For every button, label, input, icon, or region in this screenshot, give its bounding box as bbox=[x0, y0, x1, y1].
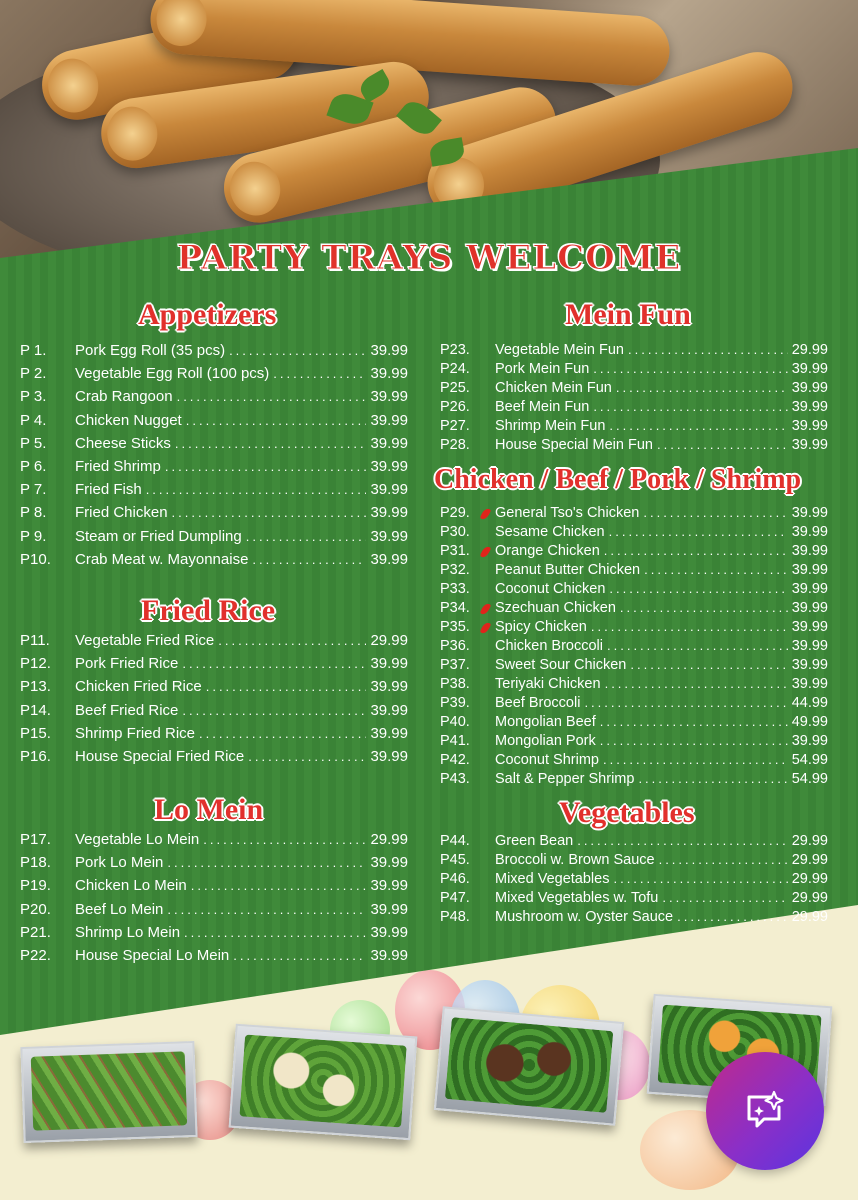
dot-leader bbox=[191, 878, 367, 893]
section-title-appetizers: Appetizers bbox=[138, 298, 277, 331]
menu-item bbox=[440, 890, 828, 909]
menu-item bbox=[440, 562, 828, 581]
menu-item bbox=[20, 504, 408, 527]
item-price: 29.99 bbox=[791, 909, 828, 925]
item-price: 39.99 bbox=[370, 747, 408, 765]
item-price: 39.99 bbox=[370, 854, 408, 872]
menu-item bbox=[440, 418, 828, 437]
item-price: 39.99 bbox=[791, 418, 828, 434]
menu-item bbox=[20, 412, 408, 435]
dot-leader bbox=[609, 418, 787, 433]
item-price: 39.99 bbox=[791, 399, 828, 415]
item-code: P46. bbox=[440, 871, 470, 887]
item-name: Shrimp Mein Fun bbox=[495, 418, 606, 434]
dot-leader bbox=[584, 695, 787, 710]
menu-item bbox=[20, 365, 408, 388]
menu-item bbox=[20, 947, 408, 970]
menu-item bbox=[440, 505, 828, 524]
menu-item bbox=[440, 581, 828, 600]
menu-item bbox=[440, 437, 828, 456]
menu-item bbox=[20, 901, 408, 924]
item-code: P15. bbox=[20, 724, 51, 742]
chat-sparkle-icon bbox=[743, 1089, 787, 1133]
item-price: 39.99 bbox=[370, 678, 408, 696]
item-code: P31. bbox=[440, 543, 470, 559]
item-code: P43. bbox=[440, 771, 470, 787]
item-code: P 6. bbox=[20, 457, 47, 475]
dot-leader bbox=[167, 855, 366, 870]
item-code: P36. bbox=[440, 638, 470, 654]
item-code: P32. bbox=[440, 562, 470, 578]
dot-leader bbox=[229, 343, 366, 358]
dot-leader bbox=[146, 482, 367, 497]
dot-leader bbox=[591, 619, 788, 634]
item-name: Sweet Sour Chicken bbox=[495, 657, 627, 673]
item-name: Green Bean bbox=[495, 833, 574, 849]
menu-item bbox=[440, 909, 828, 928]
item-name: Chicken Lo Mein bbox=[75, 877, 187, 895]
item-name: Vegetable Lo Mein bbox=[75, 831, 200, 848]
item-price: 39.99 bbox=[370, 527, 408, 545]
page-title: PARTY TRAYS WELCOME bbox=[176, 238, 682, 278]
menu-item bbox=[20, 481, 408, 504]
item-code: P 1. bbox=[20, 342, 47, 359]
item-name: Beef Fried Rice bbox=[75, 701, 179, 719]
item-name: Fried Chicken bbox=[75, 504, 168, 522]
item-name: Mixed Vegetables bbox=[495, 871, 610, 887]
item-price: 29.99 bbox=[791, 852, 828, 868]
section-title-lo-mein: Lo Mein bbox=[154, 793, 264, 826]
item-price: 39.99 bbox=[370, 481, 408, 499]
item-price: 39.99 bbox=[370, 877, 408, 895]
menu-item bbox=[440, 638, 828, 657]
item-code: P45. bbox=[440, 852, 470, 868]
item-name: Mongolian Pork bbox=[495, 733, 596, 749]
item-name: Szechuan Chicken bbox=[495, 600, 620, 616]
menu-item bbox=[440, 852, 828, 871]
chat-button[interactable] bbox=[706, 1052, 824, 1170]
item-code: P25. bbox=[440, 380, 470, 396]
item-name: Salt & Pepper Shrimp bbox=[495, 771, 635, 787]
item-code: P41. bbox=[440, 733, 470, 749]
item-price: 39.99 bbox=[791, 361, 828, 377]
item-price: 39.99 bbox=[791, 581, 828, 597]
item-price: 29.99 bbox=[370, 831, 408, 848]
section-title-vegetables: Vegetables bbox=[559, 796, 695, 829]
item-code: P35. bbox=[440, 619, 470, 635]
dot-leader bbox=[186, 413, 367, 428]
item-price: 54.99 bbox=[791, 752, 828, 768]
item-price: 54.99 bbox=[791, 771, 828, 787]
item-price: 39.99 bbox=[370, 900, 408, 918]
dot-leader bbox=[605, 676, 788, 691]
item-price: 44.99 bbox=[791, 695, 828, 711]
item-name: Vegetable Egg Roll (100 pcs) bbox=[75, 365, 270, 383]
item-price: 39.99 bbox=[370, 388, 408, 406]
item-price: 39.99 bbox=[370, 365, 408, 383]
dot-leader bbox=[630, 657, 787, 672]
dot-leader bbox=[620, 600, 788, 615]
item-name: Orange Chicken bbox=[495, 543, 604, 559]
dot-leader bbox=[248, 749, 366, 764]
item-name: Pork Egg Roll (35 pcs) bbox=[75, 342, 226, 359]
item-code: P20. bbox=[20, 900, 51, 918]
menu-item bbox=[440, 619, 828, 638]
item-price: 39.99 bbox=[791, 600, 828, 616]
item-name: Pork Mein Fun bbox=[495, 361, 590, 377]
menu-item bbox=[440, 871, 828, 890]
item-code: P38. bbox=[440, 676, 470, 692]
item-name: Chicken Broccoli bbox=[495, 638, 603, 654]
menu-item bbox=[440, 524, 828, 543]
item-name: Fried Shrimp bbox=[75, 457, 161, 475]
dot-leader bbox=[233, 948, 366, 963]
item-code: P 3. bbox=[20, 388, 47, 406]
item-name: Pork Lo Mein bbox=[75, 854, 164, 872]
item-price: 29.99 bbox=[370, 632, 408, 649]
item-code: P23. bbox=[440, 342, 470, 358]
dot-leader bbox=[577, 833, 788, 848]
dot-leader bbox=[628, 342, 788, 357]
menu-item bbox=[20, 632, 408, 655]
item-price: 39.99 bbox=[370, 457, 408, 475]
item-price: 29.99 bbox=[791, 342, 828, 358]
appetizers-list bbox=[20, 342, 408, 574]
menu-item bbox=[20, 877, 408, 900]
item-name: Broccoli w. Brown Sauce bbox=[495, 852, 655, 868]
item-code: P 4. bbox=[20, 411, 47, 429]
item-code: P48. bbox=[440, 909, 470, 925]
menu-item bbox=[440, 833, 828, 852]
item-price: 39.99 bbox=[370, 434, 408, 452]
item-price: 39.99 bbox=[370, 411, 408, 429]
menu-item bbox=[20, 678, 408, 701]
item-price: 39.99 bbox=[791, 562, 828, 578]
item-price: 29.99 bbox=[791, 871, 828, 887]
section-title-fried-rice: Fried Rice bbox=[141, 594, 276, 627]
dot-leader bbox=[246, 529, 367, 544]
item-price: 39.99 bbox=[370, 342, 408, 359]
menu-item bbox=[440, 695, 828, 714]
item-code: P44. bbox=[440, 833, 470, 849]
item-name: Mushroom w. Oyster Sauce bbox=[495, 909, 674, 925]
item-name: House Special Mein Fun bbox=[495, 437, 653, 453]
dot-leader bbox=[603, 752, 788, 767]
item-name: Beef Lo Mein bbox=[75, 900, 164, 918]
item-name: Shrimp Fried Rice bbox=[75, 724, 196, 742]
dot-leader bbox=[593, 361, 787, 376]
item-code: P 9. bbox=[20, 527, 47, 545]
item-code: P19. bbox=[20, 877, 51, 895]
item-price: 39.99 bbox=[370, 701, 408, 719]
dot-leader bbox=[607, 638, 788, 653]
dot-leader bbox=[643, 505, 787, 520]
dot-leader bbox=[609, 524, 788, 539]
item-code: P 8. bbox=[20, 504, 47, 522]
item-price: 39.99 bbox=[370, 946, 408, 964]
menu-item bbox=[440, 733, 828, 752]
menu-item bbox=[440, 399, 828, 418]
dot-leader bbox=[604, 543, 788, 558]
item-name: Vegetable Fried Rice bbox=[75, 632, 215, 649]
menu-item bbox=[20, 702, 408, 725]
item-name: Teriyaki Chicken bbox=[495, 676, 601, 692]
menu-item bbox=[20, 551, 408, 574]
item-code: P21. bbox=[20, 923, 51, 941]
item-code: P 7. bbox=[20, 481, 47, 499]
menu-item bbox=[20, 388, 408, 411]
dot-leader bbox=[206, 679, 367, 694]
item-code: P42. bbox=[440, 752, 470, 768]
item-code: P12. bbox=[20, 655, 51, 673]
item-price: 39.99 bbox=[791, 676, 828, 692]
menu-item bbox=[20, 435, 408, 458]
item-name: Crab Rangoon bbox=[75, 388, 173, 406]
item-name: General Tso's Chicken bbox=[495, 505, 643, 521]
item-code: P16. bbox=[20, 747, 51, 765]
fried-rice-list bbox=[20, 632, 408, 771]
item-name: Chicken Nugget bbox=[75, 411, 182, 429]
menu-item bbox=[20, 458, 408, 481]
item-code: P24. bbox=[440, 361, 470, 377]
item-name: Chicken Fried Rice bbox=[75, 678, 202, 696]
menu-item bbox=[440, 600, 828, 619]
item-name: Shrimp Lo Mein bbox=[75, 923, 181, 941]
dot-leader bbox=[638, 771, 787, 786]
item-code: P14. bbox=[20, 701, 51, 719]
item-name: Beef Mein Fun bbox=[495, 399, 590, 415]
item-code: P17. bbox=[20, 831, 51, 848]
dot-leader bbox=[593, 399, 787, 414]
item-code: P28. bbox=[440, 437, 470, 453]
item-name: Spicy Chicken bbox=[495, 619, 591, 635]
dot-leader bbox=[600, 733, 788, 748]
item-code: P30. bbox=[440, 524, 470, 540]
item-name: Sesame Chicken bbox=[495, 524, 605, 540]
dot-leader bbox=[600, 714, 788, 729]
item-price: 39.99 bbox=[791, 638, 828, 654]
item-name: House Special Lo Mein bbox=[75, 946, 230, 964]
item-price: 39.99 bbox=[791, 437, 828, 453]
item-price: 39.99 bbox=[791, 543, 828, 559]
item-name: Chicken Mein Fun bbox=[495, 380, 612, 396]
dot-leader bbox=[657, 437, 788, 452]
item-price: 29.99 bbox=[791, 890, 828, 906]
item-code: P47. bbox=[440, 890, 470, 906]
item-name: Coconut Chicken bbox=[495, 581, 606, 597]
item-code: P10. bbox=[20, 550, 51, 568]
item-name: Crab Meat w. Mayonnaise bbox=[75, 550, 249, 568]
vegetables-list bbox=[440, 833, 828, 928]
dot-leader bbox=[203, 832, 366, 847]
item-name: Coconut Shrimp bbox=[495, 752, 599, 768]
menu-item bbox=[20, 655, 408, 678]
item-code: P 5. bbox=[20, 434, 47, 452]
menu-item bbox=[440, 714, 828, 733]
dot-leader bbox=[252, 552, 366, 567]
dot-leader bbox=[175, 436, 367, 451]
item-price: 39.99 bbox=[791, 380, 828, 396]
item-price: 49.99 bbox=[791, 714, 828, 730]
item-code: P26. bbox=[440, 399, 470, 415]
chicken-beef-pork-shrimp-list bbox=[440, 505, 828, 790]
dot-leader bbox=[182, 656, 366, 671]
item-price: 39.99 bbox=[791, 619, 828, 635]
item-price: 29.99 bbox=[791, 833, 828, 849]
menu-item bbox=[20, 854, 408, 877]
item-code: P34. bbox=[440, 600, 470, 616]
item-name: Beef Broccoli bbox=[495, 695, 581, 711]
item-code: P22. bbox=[20, 946, 51, 964]
dot-leader bbox=[172, 505, 367, 520]
menu-item bbox=[440, 380, 828, 399]
menu-item bbox=[440, 342, 828, 361]
item-name: House Special Fried Rice bbox=[75, 747, 245, 765]
menu-item bbox=[440, 657, 828, 676]
item-price: 39.99 bbox=[791, 657, 828, 673]
dot-leader bbox=[199, 726, 366, 741]
item-code: P27. bbox=[440, 418, 470, 434]
menu-item bbox=[440, 676, 828, 695]
dot-leader bbox=[177, 389, 367, 404]
menu-item bbox=[20, 831, 408, 854]
item-name: Pork Fried Rice bbox=[75, 655, 179, 673]
dot-leader bbox=[662, 890, 787, 905]
dot-leader bbox=[609, 581, 787, 596]
item-code: P 2. bbox=[20, 365, 47, 383]
item-price: 39.99 bbox=[791, 733, 828, 749]
menu-item bbox=[20, 528, 408, 551]
item-price: 39.99 bbox=[791, 505, 828, 521]
menu-item bbox=[20, 725, 408, 748]
item-price: 39.99 bbox=[370, 550, 408, 568]
item-code: P37. bbox=[440, 657, 470, 673]
dot-leader bbox=[616, 380, 788, 395]
item-name: Peanut Butter Chicken bbox=[495, 562, 641, 578]
item-code: P33. bbox=[440, 581, 470, 597]
dot-leader bbox=[167, 902, 366, 917]
item-code: P13. bbox=[20, 678, 51, 696]
item-name: Mongolian Beef bbox=[495, 714, 596, 730]
dot-leader bbox=[613, 871, 787, 886]
menu-item bbox=[20, 342, 408, 365]
item-name: Cheese Sticks bbox=[75, 434, 171, 452]
dot-leader bbox=[218, 633, 366, 648]
item-code: P29. bbox=[440, 505, 470, 521]
dot-leader bbox=[273, 366, 366, 381]
item-code: P40. bbox=[440, 714, 470, 730]
item-name: Vegetable Mein Fun bbox=[495, 342, 624, 358]
item-price: 39.99 bbox=[791, 524, 828, 540]
item-price: 39.99 bbox=[370, 724, 408, 742]
dot-leader bbox=[659, 852, 788, 867]
dot-leader bbox=[182, 703, 366, 718]
item-name: Mixed Vegetables w. Tofu bbox=[495, 890, 659, 906]
lo-mein-list bbox=[20, 831, 408, 970]
item-name: Steam or Fried Dumpling bbox=[75, 527, 242, 545]
dot-leader bbox=[165, 459, 367, 474]
dot-leader bbox=[677, 909, 788, 924]
item-code: P18. bbox=[20, 854, 51, 872]
menu-item bbox=[440, 771, 828, 790]
mein-fun-list bbox=[440, 342, 828, 456]
dot-leader bbox=[644, 562, 788, 577]
menu-item bbox=[440, 361, 828, 380]
item-code: P39. bbox=[440, 695, 470, 711]
item-name: Fried Fish bbox=[75, 481, 142, 499]
menu-item bbox=[440, 752, 828, 771]
menu-item bbox=[20, 924, 408, 947]
item-price: 39.99 bbox=[370, 923, 408, 941]
item-code: P11. bbox=[20, 632, 50, 649]
item-price: 39.99 bbox=[370, 655, 408, 673]
item-price: 39.99 bbox=[370, 504, 408, 522]
menu-item bbox=[20, 748, 408, 771]
dot-leader bbox=[184, 925, 366, 940]
section-title-mein-fun: Mein Fun bbox=[565, 298, 691, 331]
menu-item bbox=[440, 543, 828, 562]
section-title-chicken-beef-pork-shrimp: Chicken / Beef / Pork / Shrimp bbox=[434, 464, 802, 495]
